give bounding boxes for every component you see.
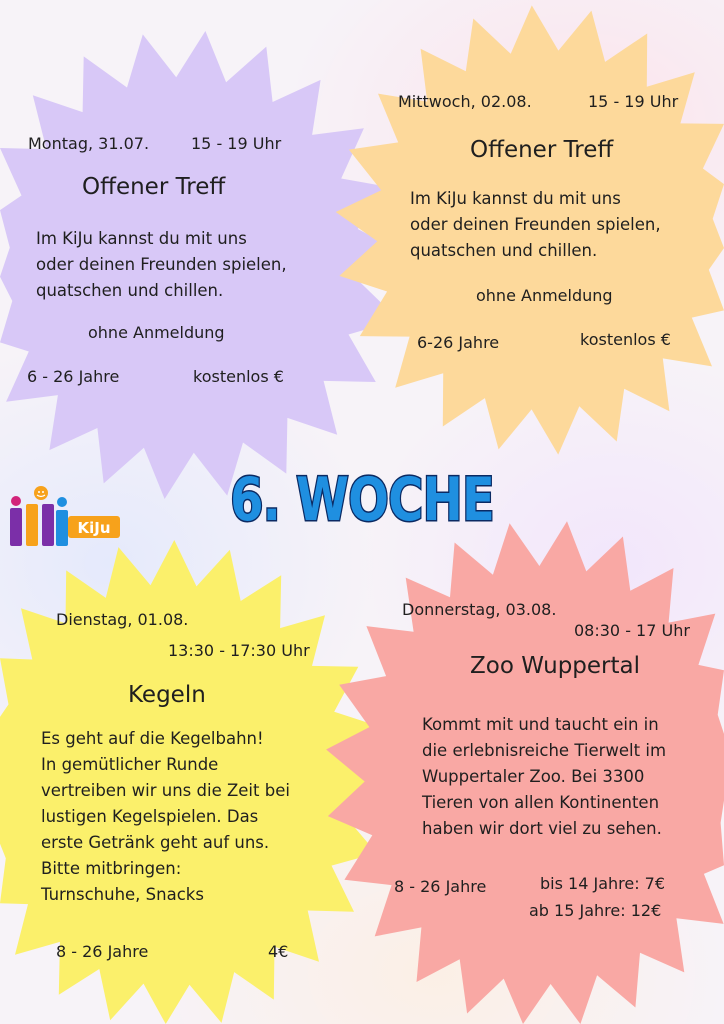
wednesday-registration: ohne Anmeldung [476, 286, 613, 305]
thursday-title: Zoo Wuppertal [470, 653, 641, 679]
tuesday-age: 8 - 26 Jahre [56, 942, 149, 961]
thursday-description-line: die erlebnisreiche Tierwelt im [422, 741, 667, 760]
wednesday-age: 6-26 Jahre [417, 333, 500, 352]
tuesday-description-line: In gemütlicher Runde [41, 755, 219, 774]
monday-time: 15 - 19 Uhr [191, 134, 282, 153]
kiju-logo-graphic [6, 484, 124, 552]
thursday-description-line: Wuppertaler Zoo. Bei 3300 [422, 767, 645, 786]
thursday-description-line: haben wir dort viel zu sehen. [422, 819, 662, 838]
tuesday-description [41, 726, 341, 908]
monday-age: 6 - 26 Jahre [27, 367, 120, 386]
thursday-age: 8 - 26 Jahre [394, 877, 487, 896]
monday-date: Montag, 31.07. [28, 134, 150, 153]
thursday-price-child: bis 14 Jahre: 7€ [540, 874, 666, 893]
week-heading-label: 6. WOCHE [230, 464, 494, 535]
monday-description [36, 226, 336, 304]
wednesday-description-line: Im KiJu kannst du mit uns [410, 189, 621, 208]
wednesday-description-line: oder deinen Freunden spielen, [410, 215, 661, 234]
monday-description-line: oder deinen Freunden spielen, [36, 255, 287, 274]
wednesday-price: kostenlos € [580, 330, 671, 349]
thursday-time: 08:30 - 17 Uhr [574, 621, 690, 640]
monday-registration: ohne Anmeldung [88, 323, 225, 342]
week-heading-text [72, 458, 651, 538]
tuesday-description-line: erste Getränk geht auf uns. [41, 833, 270, 852]
wednesday-date: Mittwoch, 02.08. [398, 92, 532, 111]
tuesday-time: 13:30 - 17:30 Uhr [168, 641, 310, 660]
wednesday-description-line: quatschen und chillen. [410, 241, 598, 260]
kiju-logo [6, 484, 124, 552]
week-heading [72, 458, 651, 538]
tuesday-date: Dienstag, 01.08. [56, 610, 189, 629]
tuesday-description-line: vertreiben wir uns die Zeit bei [41, 781, 290, 800]
tuesday-description-line: Es geht auf die Kegelbahn! [41, 729, 264, 748]
thursday-price-adult: ab 15 Jahre: 12€ [529, 901, 662, 920]
wednesday-description [410, 186, 710, 264]
monday-description-line: Im KiJu kannst du mit uns [36, 229, 247, 248]
thursday-date: Donnerstag, 03.08. [402, 600, 557, 619]
tuesday-title: Kegeln [128, 682, 206, 708]
tuesday-price: 4€ [268, 942, 289, 961]
wednesday-time: 15 - 19 Uhr [588, 92, 679, 111]
tuesday-description-line: Turnschuhe, Snacks [41, 885, 204, 904]
thursday-description-line: Tieren von allen Kontinenten [422, 793, 660, 812]
tuesday-description-line: lustigen Kegelspielen. Das [41, 807, 259, 826]
tuesday-description-line: Bitte mitbringen: [41, 859, 182, 878]
monday-description-line: quatschen und chillen. [36, 281, 224, 300]
kiju-logo-text: KiJu [77, 519, 111, 537]
wednesday-title: Offener Treff [470, 137, 614, 163]
thursday-description-line: Kommt mit und taucht ein in [422, 715, 659, 734]
monday-title: Offener Treff [82, 174, 226, 200]
thursday-description [422, 712, 722, 842]
monday-price: kostenlos € [193, 367, 284, 386]
